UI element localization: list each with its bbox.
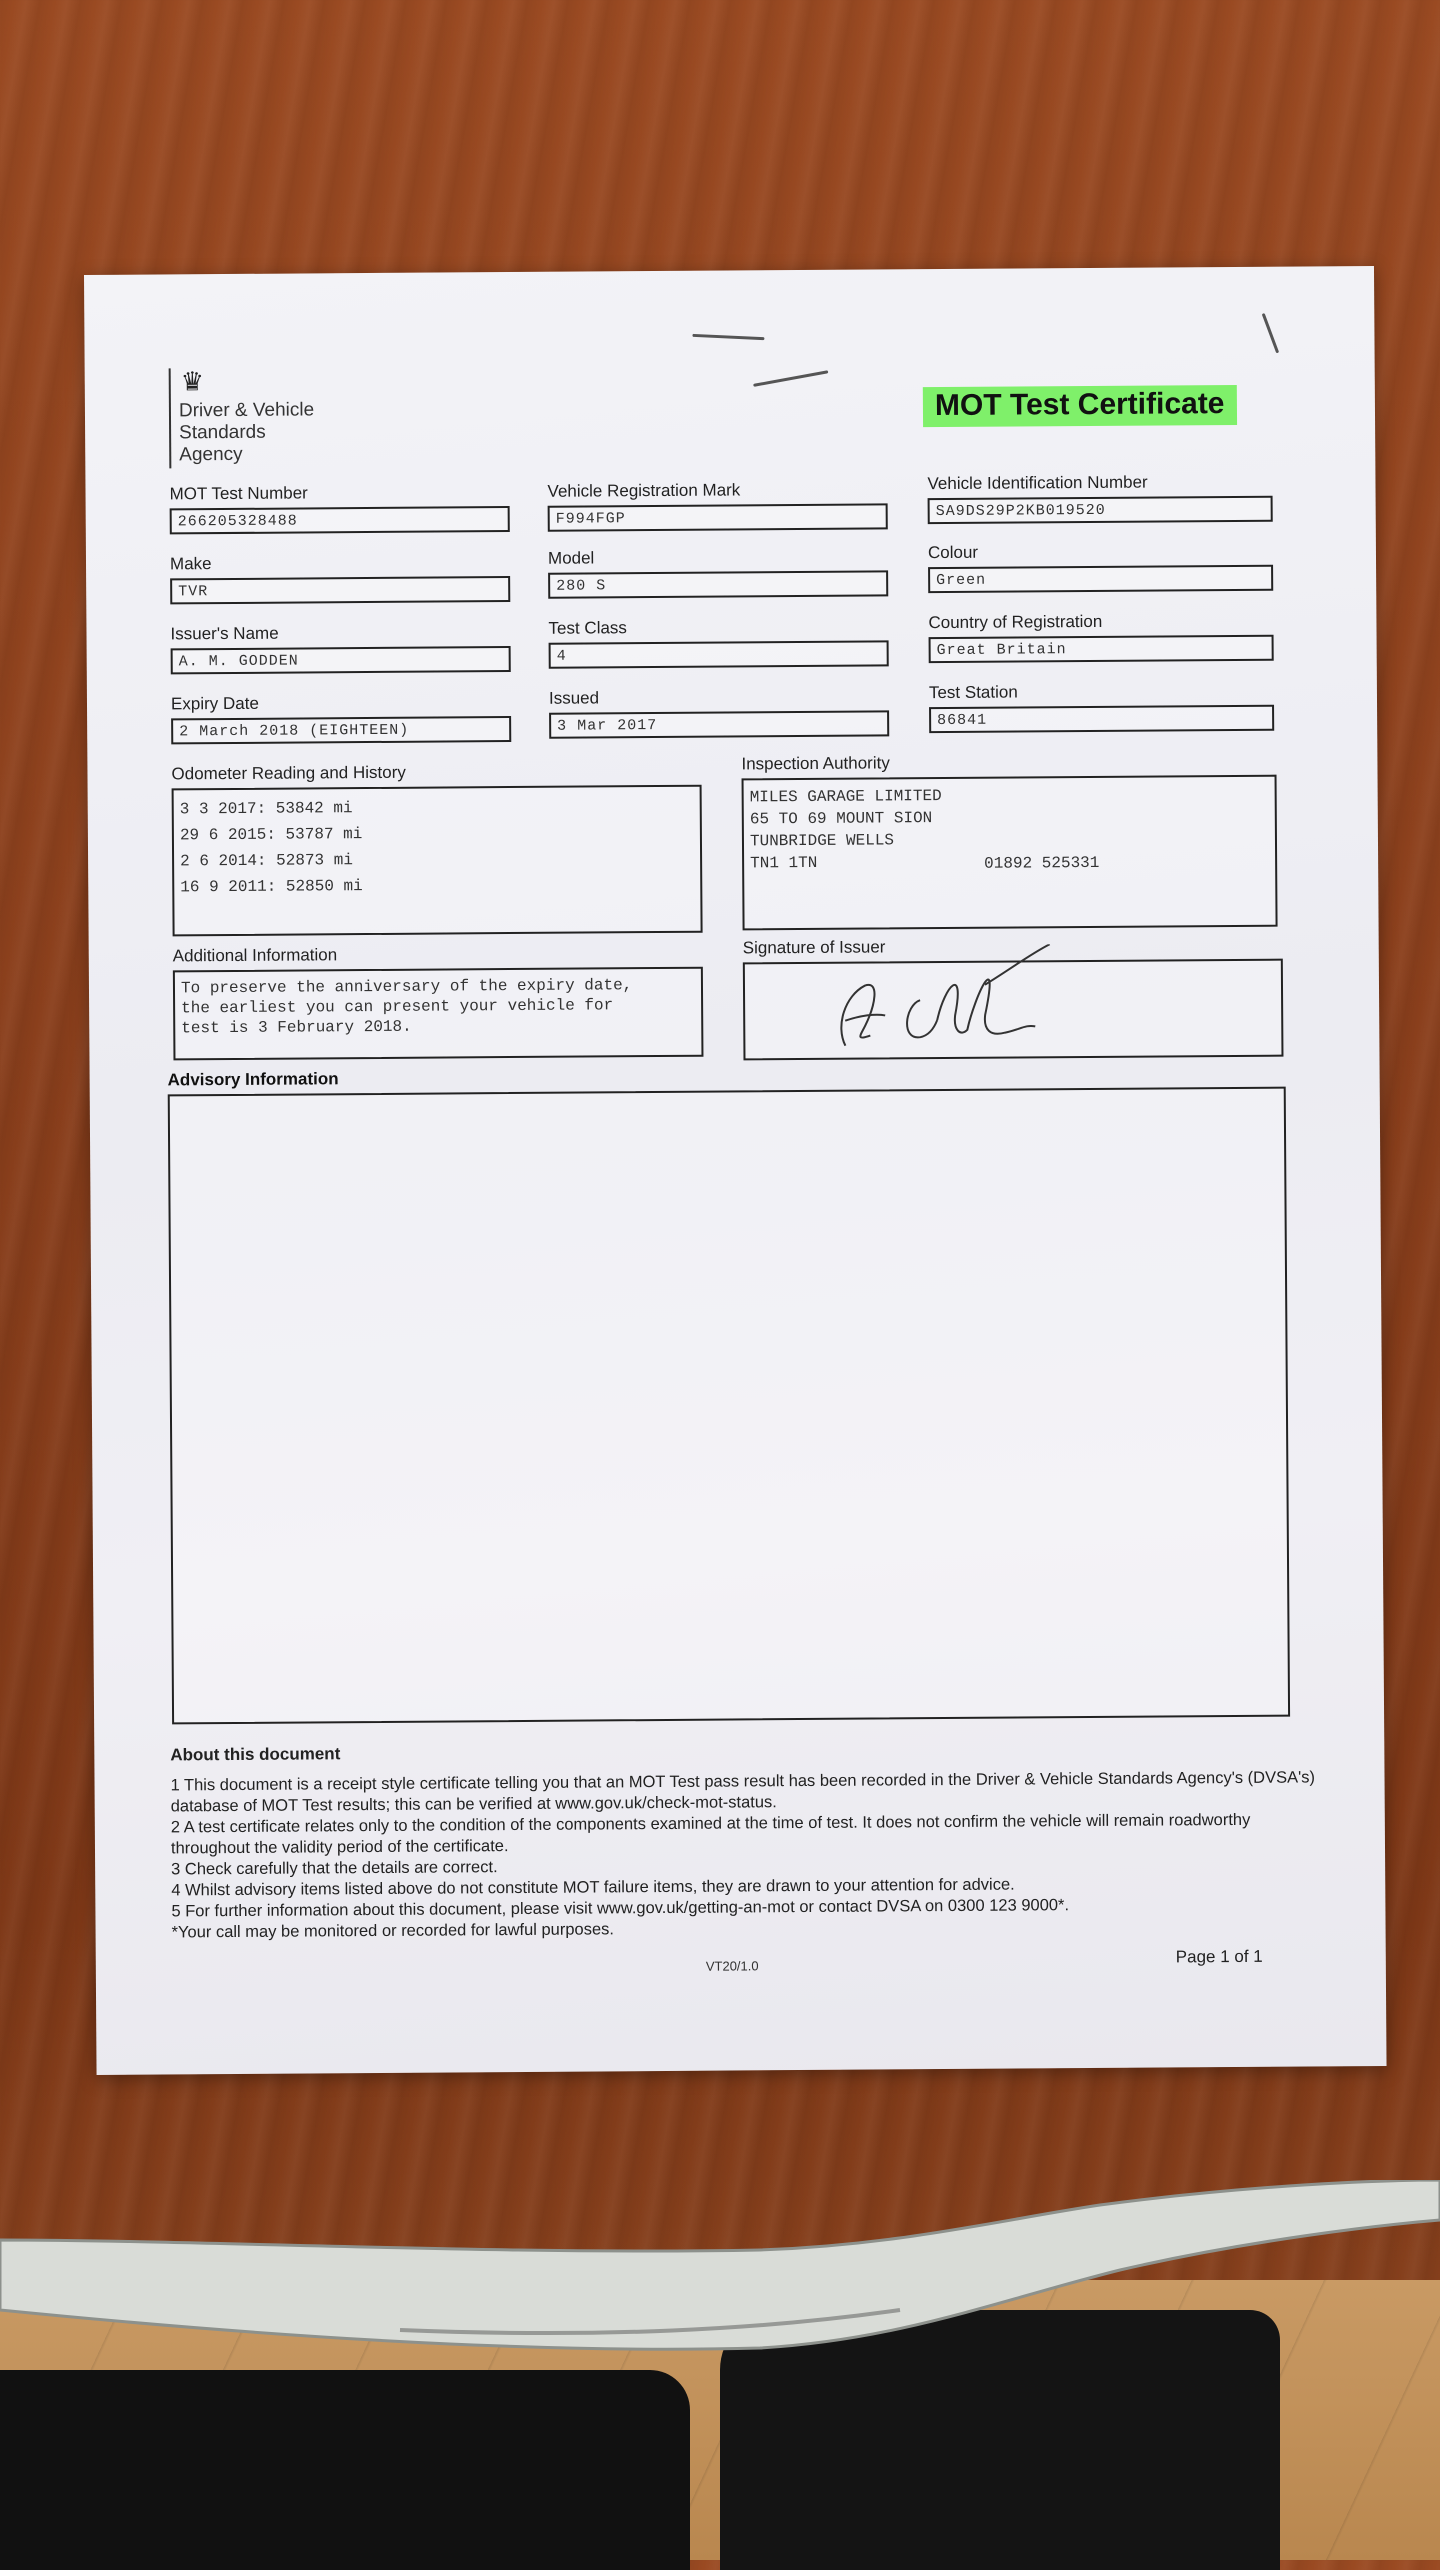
field-label: Colour xyxy=(927,542,979,563)
chair-armrest xyxy=(0,2180,1440,2380)
field-value: A. M. GODDEN xyxy=(171,646,511,674)
test-station-field xyxy=(929,681,1274,733)
address-line: TN1 1TN xyxy=(750,853,818,873)
field-value: 3 Mar 2017 xyxy=(549,710,889,738)
odometer-history-box xyxy=(172,785,703,937)
page-title: MOT Test Certificate xyxy=(923,385,1237,427)
advisory-section xyxy=(168,1063,1291,1725)
field-label: Issued xyxy=(548,688,600,708)
page-number: Page 1 of 1 xyxy=(1175,1946,1263,1967)
registration-mark-field xyxy=(547,479,887,531)
info-line: the earliest you can present your vehicle for xyxy=(181,996,614,1018)
about-heading: About this document xyxy=(170,1744,341,1765)
field-value: 2 March 2018 (EIGHTEEN) xyxy=(171,716,511,744)
expiry-date-field xyxy=(171,692,511,744)
field-label: Vehicle Identification Number xyxy=(927,472,1148,494)
info-line: test is 3 February 2018. xyxy=(181,1017,412,1038)
signature-section xyxy=(743,935,1284,1061)
advisory-box xyxy=(168,1087,1290,1725)
address-line: TUNBRIDGE WELLS xyxy=(749,831,895,851)
odometer-entry: 29 6 2015: 53787 mi xyxy=(179,825,363,845)
field-label: Test Station xyxy=(928,682,1018,703)
model-field xyxy=(548,546,888,598)
issuer-name-field xyxy=(170,622,510,674)
field-label: Test Class xyxy=(548,618,627,638)
about-item: 5 For further information about this document, please visit www.gov.uk/getting-an-mot or contact DVSA on 0300 123 9000*. xyxy=(171,1896,1070,1921)
field-label: Model xyxy=(547,548,595,568)
address-line: 65 TO 69 MOUNT SION xyxy=(749,809,933,829)
inspection-authority-box xyxy=(742,775,1278,931)
field-value: 280 S xyxy=(548,570,888,598)
odometer-entry: 16 9 2011: 52850 mi xyxy=(180,877,363,897)
field-label: Additional Information xyxy=(172,945,338,966)
colour-field xyxy=(928,541,1273,593)
field-label: Issuer's Name xyxy=(170,623,279,644)
field-label: Make xyxy=(169,554,212,574)
about-item: 2 A test certificate relates only to the condition of the components examined at the time of test. It does not confirm the vehicle will remain roadworthy throughout the validity period of the certificate. xyxy=(170,1810,1251,1858)
field-value: Great Britain xyxy=(929,635,1274,663)
field-label: Inspection Authority xyxy=(741,753,890,774)
additional-information-box xyxy=(173,967,704,1061)
agency-line: Standards xyxy=(179,421,266,444)
make-field xyxy=(170,552,510,604)
about-footnote: *Your call may be monitored or recorded for lawful purposes. xyxy=(171,1920,615,1942)
address-line: MILES GARAGE LIMITED xyxy=(749,787,942,807)
phone-number: 01892 525331 xyxy=(984,853,1100,873)
issued-field xyxy=(549,686,889,738)
royal-crest-icon: ♛ xyxy=(180,366,205,397)
test-class-field xyxy=(548,616,888,668)
additional-information-section xyxy=(173,943,704,1061)
agency-line: Agency xyxy=(179,443,243,466)
odometer-section xyxy=(171,761,702,937)
person-legs xyxy=(0,2350,1440,2560)
form-code: VT20/1.0 xyxy=(705,1958,759,1974)
mot-test-number-field xyxy=(169,482,509,534)
about-document-section xyxy=(170,1736,1321,1943)
mot-certificate-document xyxy=(84,266,1387,2075)
signature-box xyxy=(743,959,1284,1061)
agency-line: Driver & Vehicle xyxy=(178,399,315,422)
field-value: 266205328488 xyxy=(170,506,510,534)
inspection-authority-section xyxy=(741,751,1277,931)
odometer-entry: 2 6 2014: 52873 mi xyxy=(180,851,353,871)
signature-scribble xyxy=(825,944,1086,1056)
field-value: Green xyxy=(928,565,1273,593)
field-value: TVR xyxy=(170,576,510,604)
field-value: F994FGP xyxy=(548,503,888,531)
info-line: To preserve the anniversary of the expiry date, xyxy=(180,976,633,998)
field-value: SA9DS29P2KB019520 xyxy=(928,496,1273,524)
field-label: Vehicle Registration Mark xyxy=(547,480,741,501)
field-label: Country of Registration xyxy=(928,611,1103,633)
field-label: Expiry Date xyxy=(170,693,259,714)
field-value: 86841 xyxy=(929,705,1274,733)
field-label: Signature of Issuer xyxy=(742,937,886,958)
about-item: 3 Check carefully that the details are correct. xyxy=(171,1858,498,1879)
vin-field xyxy=(927,472,1272,524)
about-item: 1 This document is a receipt style certificate telling you that an MOT Test pass result has been recorded in the Driver & Vehicle Standards Agency's (DVSA's) database of MOT Test results; this can be verified at www.gov.uk/check-mot-status. xyxy=(170,1768,1316,1816)
advisory-heading: Advisory Information xyxy=(167,1069,339,1090)
country-field xyxy=(928,611,1273,663)
odometer-entry: 3 3 2017: 53842 mi xyxy=(179,799,353,819)
field-label: Odometer Reading and History xyxy=(171,762,406,784)
about-item: 4 Whilst advisory items listed above do not constitute MOT failure items, they are drawn to your attention for advice. xyxy=(171,1875,1015,1900)
field-label: MOT Test Number xyxy=(169,483,308,504)
field-value: 4 xyxy=(549,640,889,668)
